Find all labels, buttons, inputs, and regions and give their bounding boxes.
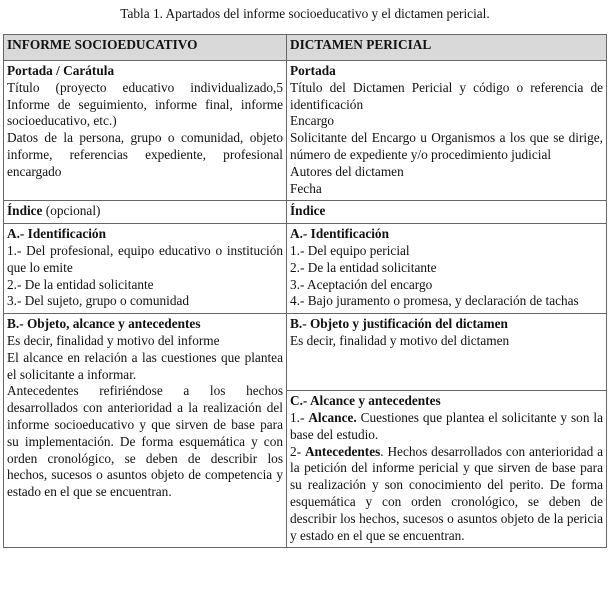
- section-title: A.- Identificación: [7, 226, 106, 242]
- item-text: Cuestiones que plantea el solicitante y son la base del estudio.: [290, 409, 603, 442]
- paragraph: Es decir, finalidad y motivo del dictamen: [290, 332, 510, 348]
- list-item: 2.- De la entidad solicitante: [7, 276, 154, 292]
- table-row-portada: [4, 61, 607, 201]
- paragraph: Antecedentes refiriéndose a los hechos desarrollados con anterioridad a la realización del informe socioeducativo y que sirven de base para su implementación. De forma esquemática y con orden cronológico, se deben de describir los hechos, sucesos o asuntos objeto de competencia y estado en el que se encuentran.: [7, 383, 283, 500]
- table-header-row: [4, 35, 607, 61]
- cell-indice-dictamen: Índice: [287, 201, 607, 224]
- paragraph: El alcance en relación a las cuestiones que plantea el solicitante a informar.: [7, 349, 283, 382]
- paragraph: Solicitante del Encargo u Organismos a los que se dirige, número de expediente y/o procedimiento judicial: [290, 130, 603, 162]
- cell-objeto-informe: [4, 314, 287, 548]
- paragraph: Encargo: [290, 113, 335, 129]
- header-dictamen-pericial: DICTAMEN PERICIAL: [287, 35, 607, 61]
- section-title: C.- Alcance y antecedentes: [290, 393, 441, 409]
- subcell-objeto-justificacion: [287, 314, 606, 391]
- item-keyword: Antecedentes: [304, 443, 381, 459]
- list-item: 1.- Del profesional, equipo educativo o institución que lo emite: [7, 242, 283, 275]
- cell-objeto-dictamen: [287, 314, 607, 548]
- paragraph: Es decir, finalidad y motivo del informe: [7, 332, 220, 348]
- list-item: 4.- Bajo juramento o promesa, y declaración de tachas: [290, 293, 579, 309]
- table-caption: Tabla 1. Apartados del informe socioeducativo y el dictamen pericial.: [120, 6, 490, 21]
- list-item: 2.- De la entidad solicitante: [290, 259, 437, 275]
- table-row-indice: [4, 201, 607, 224]
- list-item: 3.- Aceptación del encargo: [290, 276, 433, 292]
- header-informe-socioeducativo: INFORME SOCIOEDUCATIVO: [4, 35, 287, 61]
- paragraph: [290, 444, 603, 545]
- section-title: B.- Objeto, alcance y antecedentes: [7, 316, 201, 332]
- list-item: 3.- Del sujeto, grupo o comunidad: [7, 293, 190, 309]
- section-title: Portada: [290, 63, 336, 78]
- comparison-table: [3, 34, 607, 548]
- paragraph: Fecha: [290, 180, 322, 196]
- cell-portada-dictamen: [287, 61, 607, 201]
- cell-indice-informe: [4, 201, 287, 224]
- cell-portada-informe: [4, 61, 287, 201]
- table-row-objeto: [4, 314, 607, 548]
- section-title: B.- Objeto y justificación del dictamen: [290, 316, 508, 332]
- item-keyword: Alcance.: [308, 409, 357, 425]
- paragraph: Autores del dictamen: [290, 163, 404, 179]
- section-note: (opcional): [42, 203, 101, 219]
- cell-identificacion-dictamen: [287, 224, 607, 314]
- section-title: A.- Identificación: [290, 226, 389, 242]
- item-number: 2-: [290, 443, 305, 459]
- paragraph: Datos de la persona, grupo o comunidad, objeto informe, referencias expediente, profesional encargado: [7, 130, 283, 179]
- paragraph: Título (proyecto educativo individualizado,5 Informe de seguimiento, informe final, informe socioeducativo, etc.): [7, 79, 283, 129]
- item-text: . Hechos desarrollados con anterioridad a la petición del informe pericial y que sirven de base para su realización y son conocimiento del perito. De forma esquemática y con orden cronológico, se deben de describir los hechos, sucesos o asuntos objeto de la pericia y estado en el que se encuentran.: [290, 443, 603, 543]
- table-row-identificacion: [4, 224, 607, 314]
- section-title: Índice: [7, 203, 43, 219]
- cell-identificacion-informe: [4, 224, 287, 314]
- item-number: 1.-: [290, 409, 309, 425]
- paragraph: Título del Dictamen Pericial y código o referencia de identificación: [290, 79, 603, 112]
- subcell-alcance-antecedentes: [287, 391, 606, 547]
- section-title: Portada / Carátula: [7, 63, 115, 78]
- paragraph: [290, 410, 603, 444]
- list-item: 1.- Del equipo pericial: [290, 242, 410, 258]
